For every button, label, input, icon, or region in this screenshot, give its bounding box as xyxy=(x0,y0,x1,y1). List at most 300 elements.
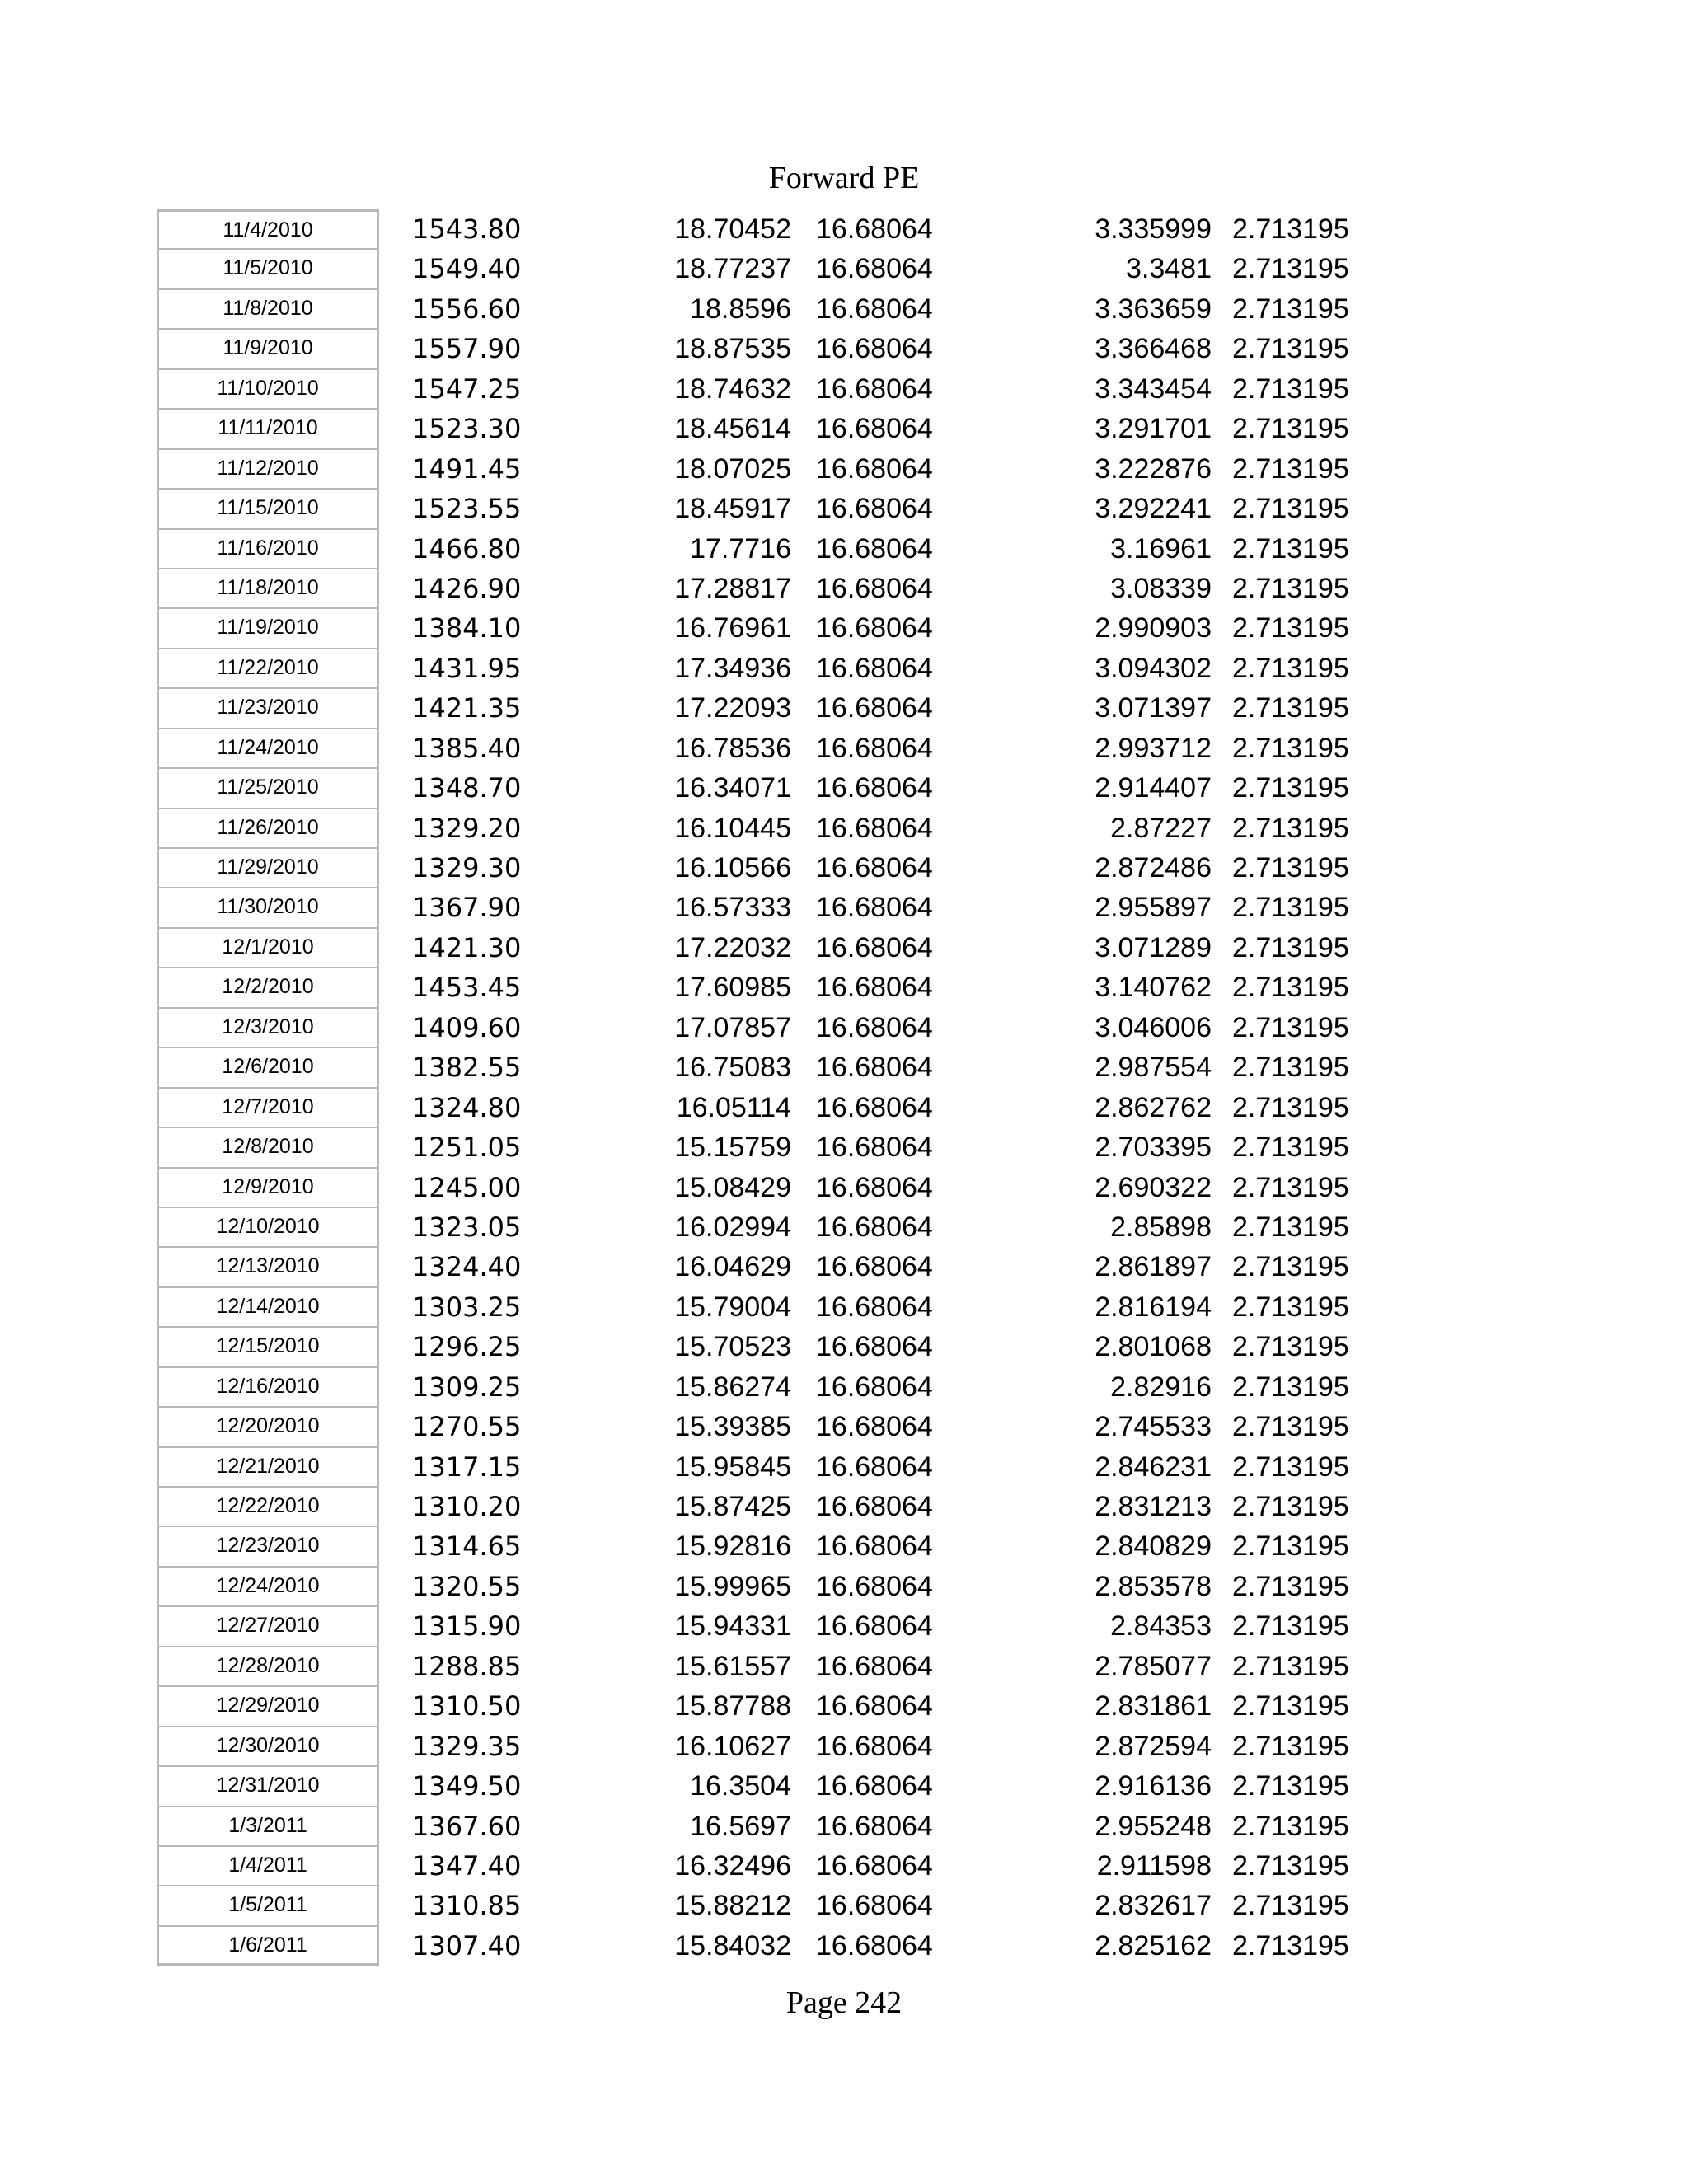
table-row xyxy=(0,1727,1688,1766)
table-row xyxy=(0,1088,1688,1127)
forward-pe-cell: 16.5697 xyxy=(690,1810,791,1842)
date-cell: 12/27/2010 xyxy=(157,1606,379,1646)
ratio-cell: 2.916136 xyxy=(1095,1770,1212,1802)
price-cell: 1329.20 xyxy=(412,812,522,844)
average-pe-cell: 16.68064 xyxy=(816,1730,933,1762)
ratio-cell: 3.16961 xyxy=(1110,532,1212,565)
average-ratio-cell: 2.713195 xyxy=(1232,1291,1349,1323)
date-cell: 12/30/2010 xyxy=(157,1727,379,1766)
date-cell: 1/4/2011 xyxy=(157,1846,379,1886)
price-cell: 1382.55 xyxy=(412,1052,522,1084)
average-pe-cell: 16.68064 xyxy=(816,1849,933,1882)
table-row xyxy=(0,968,1688,1007)
page-number: Page 242 xyxy=(785,1985,903,2020)
average-ratio-cell: 2.713195 xyxy=(1232,1690,1349,1722)
table-row xyxy=(0,1846,1688,1886)
price-cell: 1421.35 xyxy=(412,692,522,724)
forward-pe-cell: 16.04629 xyxy=(674,1251,791,1283)
forward-pe-cell: 15.92816 xyxy=(674,1530,791,1563)
date-cell: 11/5/2010 xyxy=(157,249,379,288)
forward-pe-cell: 18.70452 xyxy=(674,213,791,245)
average-pe-cell: 16.68064 xyxy=(816,1810,933,1842)
price-cell: 1329.35 xyxy=(412,1730,522,1762)
average-ratio-cell: 2.713195 xyxy=(1232,373,1349,405)
average-ratio-cell: 2.713195 xyxy=(1232,213,1349,245)
table-row xyxy=(0,209,1688,249)
table-row xyxy=(0,489,1688,528)
table-row xyxy=(0,409,1688,448)
average-ratio-cell: 2.713195 xyxy=(1232,413,1349,445)
price-cell: 1384.10 xyxy=(412,612,522,644)
forward-pe-cell: 16.02994 xyxy=(674,1211,791,1243)
forward-pe-cell: 17.34936 xyxy=(674,652,791,684)
price-cell: 1348.70 xyxy=(412,772,522,804)
average-ratio-cell: 2.713195 xyxy=(1232,692,1349,724)
date-cell: 11/30/2010 xyxy=(157,888,379,927)
ratio-cell: 2.990903 xyxy=(1095,612,1212,644)
ratio-cell: 2.785077 xyxy=(1095,1650,1212,1682)
ratio-cell: 2.745533 xyxy=(1095,1411,1212,1443)
average-pe-cell: 16.68064 xyxy=(816,493,933,525)
average-pe-cell: 16.68064 xyxy=(816,333,933,365)
forward-pe-cell: 16.34071 xyxy=(674,772,791,804)
forward-pe-cell: 17.22032 xyxy=(674,931,791,963)
ratio-cell: 2.703395 xyxy=(1095,1132,1212,1164)
date-cell: 12/7/2010 xyxy=(157,1088,379,1127)
forward-pe-cell: 18.8596 xyxy=(690,293,791,325)
ratio-cell: 3.291701 xyxy=(1095,413,1212,445)
average-pe-cell: 16.68064 xyxy=(816,812,933,844)
average-ratio-cell: 2.713195 xyxy=(1232,1890,1349,1922)
average-pe-cell: 16.68064 xyxy=(816,532,933,565)
forward-pe-cell: 16.10627 xyxy=(674,1730,791,1762)
price-cell: 1288.85 xyxy=(412,1650,522,1682)
average-pe-cell: 16.68064 xyxy=(816,1650,933,1682)
ratio-cell: 3.071397 xyxy=(1095,692,1212,724)
forward-pe-cell: 15.99965 xyxy=(674,1570,791,1602)
price-cell: 1323.05 xyxy=(412,1211,522,1243)
ratio-cell: 2.872486 xyxy=(1095,852,1212,883)
forward-pe-cell: 18.77237 xyxy=(674,253,791,285)
forward-pe-cell: 15.95845 xyxy=(674,1451,791,1483)
average-pe-cell: 16.68064 xyxy=(816,772,933,804)
table-row xyxy=(0,1526,1688,1566)
average-ratio-cell: 2.713195 xyxy=(1232,972,1349,1004)
price-cell: 1421.30 xyxy=(412,931,522,963)
average-pe-cell: 16.68064 xyxy=(816,1052,933,1084)
average-ratio-cell: 2.713195 xyxy=(1232,1570,1349,1602)
table-row xyxy=(0,649,1688,688)
forward-pe-cell: 15.79004 xyxy=(674,1291,791,1323)
table-row xyxy=(0,569,1688,608)
table-row xyxy=(0,1287,1688,1327)
forward-pe-cell: 17.07857 xyxy=(674,1011,791,1043)
average-pe-cell: 16.68064 xyxy=(816,1331,933,1363)
forward-pe-cell: 15.70523 xyxy=(674,1331,791,1363)
average-ratio-cell: 2.713195 xyxy=(1232,1810,1349,1842)
table-row xyxy=(0,1168,1688,1207)
price-cell: 1466.80 xyxy=(412,532,522,565)
date-cell: 11/24/2010 xyxy=(157,729,379,768)
average-pe-cell: 16.68064 xyxy=(816,1091,933,1123)
forward-pe-cell: 16.32496 xyxy=(674,1849,791,1882)
ratio-cell: 3.363659 xyxy=(1095,293,1212,325)
table-row xyxy=(0,369,1688,409)
ratio-cell: 2.816194 xyxy=(1095,1291,1212,1323)
forward-pe-cell: 16.10445 xyxy=(674,812,791,844)
ratio-cell: 3.08339 xyxy=(1110,572,1212,604)
ratio-cell: 2.832617 xyxy=(1095,1890,1212,1922)
table-row xyxy=(0,688,1688,728)
forward-pe-cell: 17.60985 xyxy=(674,972,791,1004)
ratio-cell: 2.801068 xyxy=(1095,1331,1212,1363)
price-cell: 1307.40 xyxy=(412,1929,522,1961)
price-cell: 1347.40 xyxy=(412,1849,522,1882)
date-cell: 12/9/2010 xyxy=(157,1168,379,1207)
average-pe-cell: 16.68064 xyxy=(816,972,933,1004)
average-pe-cell: 16.68064 xyxy=(816,253,933,285)
forward-pe-cell: 16.10566 xyxy=(674,852,791,883)
forward-pe-cell: 18.45917 xyxy=(674,493,791,525)
date-cell: 12/22/2010 xyxy=(157,1487,379,1526)
date-cell: 12/3/2010 xyxy=(157,1008,379,1047)
date-cell: 12/13/2010 xyxy=(157,1247,379,1286)
price-cell: 1296.25 xyxy=(412,1331,522,1363)
average-ratio-cell: 2.713195 xyxy=(1232,1730,1349,1762)
date-cell: 12/2/2010 xyxy=(157,968,379,1007)
table-row xyxy=(0,1207,1688,1247)
forward-pe-cell: 18.45614 xyxy=(674,413,791,445)
average-ratio-cell: 2.713195 xyxy=(1232,1610,1349,1643)
table-row xyxy=(0,1008,1688,1047)
table-row xyxy=(0,1127,1688,1167)
price-cell: 1315.90 xyxy=(412,1610,522,1643)
date-cell: 11/22/2010 xyxy=(157,649,379,688)
ratio-cell: 2.911598 xyxy=(1096,1849,1212,1882)
average-pe-cell: 16.68064 xyxy=(816,1929,933,1961)
forward-pe-cell: 18.74632 xyxy=(674,373,791,405)
forward-pe-cell: 15.61557 xyxy=(674,1650,791,1682)
average-ratio-cell: 2.713195 xyxy=(1232,1849,1349,1882)
average-ratio-cell: 2.713195 xyxy=(1232,812,1349,844)
table-row xyxy=(0,729,1688,768)
date-cell: 1/5/2011 xyxy=(157,1886,379,1925)
average-pe-cell: 16.68064 xyxy=(816,1132,933,1164)
date-cell: 12/6/2010 xyxy=(157,1047,379,1087)
price-cell: 1320.55 xyxy=(412,1570,522,1602)
average-pe-cell: 16.68064 xyxy=(816,452,933,485)
average-ratio-cell: 2.713195 xyxy=(1232,772,1349,804)
date-cell: 11/4/2010 xyxy=(157,209,379,249)
price-cell: 1303.25 xyxy=(412,1291,522,1323)
forward-pe-cell: 15.08429 xyxy=(674,1171,791,1203)
price-cell: 1453.45 xyxy=(412,972,522,1004)
table-row xyxy=(0,808,1688,848)
average-pe-cell: 16.68064 xyxy=(816,1011,933,1043)
price-cell: 1523.55 xyxy=(412,493,522,525)
table-row xyxy=(0,249,1688,288)
date-cell: 12/24/2010 xyxy=(157,1567,379,1606)
price-cell: 1549.40 xyxy=(412,253,522,285)
average-ratio-cell: 2.713195 xyxy=(1232,1171,1349,1203)
average-pe-cell: 16.68064 xyxy=(816,373,933,405)
price-cell: 1431.95 xyxy=(412,652,522,684)
ratio-cell: 3.366468 xyxy=(1095,333,1212,365)
table-row xyxy=(0,768,1688,808)
ratio-cell: 3.292241 xyxy=(1095,493,1212,525)
average-ratio-cell: 2.713195 xyxy=(1232,253,1349,285)
date-cell: 11/18/2010 xyxy=(157,569,379,608)
ratio-cell: 3.094302 xyxy=(1095,652,1212,684)
average-pe-cell: 16.68064 xyxy=(816,931,933,963)
price-cell: 1523.30 xyxy=(412,413,522,445)
average-pe-cell: 16.68064 xyxy=(816,1570,933,1602)
average-pe-cell: 16.68064 xyxy=(816,1890,933,1922)
average-pe-cell: 16.68064 xyxy=(816,1770,933,1802)
date-cell: 12/21/2010 xyxy=(157,1447,379,1487)
table-row xyxy=(0,1766,1688,1806)
table-row xyxy=(0,1447,1688,1487)
table-row xyxy=(0,928,1688,968)
date-cell: 11/26/2010 xyxy=(157,808,379,848)
ratio-cell: 3.335999 xyxy=(1095,213,1212,245)
data-table xyxy=(0,209,1688,1966)
average-ratio-cell: 2.713195 xyxy=(1232,1491,1349,1522)
average-pe-cell: 16.68064 xyxy=(816,1211,933,1243)
average-ratio-cell: 2.713195 xyxy=(1232,532,1349,565)
average-pe-cell: 16.68064 xyxy=(816,1411,933,1443)
date-cell: 11/23/2010 xyxy=(157,688,379,728)
date-cell: 12/10/2010 xyxy=(157,1207,379,1247)
price-cell: 1543.80 xyxy=(412,213,522,245)
price-cell: 1310.85 xyxy=(412,1890,522,1922)
date-cell: 11/16/2010 xyxy=(157,529,379,569)
table-row xyxy=(0,329,1688,368)
date-cell: 12/31/2010 xyxy=(157,1766,379,1806)
price-cell: 1367.90 xyxy=(412,892,522,924)
date-cell: 11/25/2010 xyxy=(157,768,379,808)
ratio-cell: 3.046006 xyxy=(1095,1011,1212,1043)
ratio-cell: 3.3481 xyxy=(1126,253,1212,285)
price-cell: 1314.65 xyxy=(412,1530,522,1563)
table-row xyxy=(0,848,1688,888)
table-row xyxy=(0,1886,1688,1925)
ratio-cell: 2.861897 xyxy=(1095,1251,1212,1283)
forward-pe-cell: 17.28817 xyxy=(674,572,791,604)
date-cell: 1/3/2011 xyxy=(157,1807,379,1846)
average-ratio-cell: 2.713195 xyxy=(1232,1929,1349,1961)
average-ratio-cell: 2.713195 xyxy=(1232,892,1349,924)
ratio-cell: 2.987554 xyxy=(1095,1052,1212,1084)
average-pe-cell: 16.68064 xyxy=(816,1530,933,1563)
table-row xyxy=(0,1407,1688,1446)
forward-pe-cell: 16.78536 xyxy=(674,732,791,764)
table-row xyxy=(0,1567,1688,1606)
average-pe-cell: 16.68064 xyxy=(816,413,933,445)
price-cell: 1426.90 xyxy=(412,572,522,604)
price-cell: 1324.40 xyxy=(412,1251,522,1283)
price-cell: 1310.20 xyxy=(412,1491,522,1522)
price-cell: 1556.60 xyxy=(412,293,522,325)
forward-pe-cell: 15.87788 xyxy=(674,1690,791,1722)
average-pe-cell: 16.68064 xyxy=(816,1690,933,1722)
forward-pe-cell: 16.05114 xyxy=(676,1091,791,1123)
table-row xyxy=(0,1247,1688,1286)
table-row xyxy=(0,888,1688,927)
average-ratio-cell: 2.713195 xyxy=(1232,1530,1349,1563)
average-pe-cell: 16.68064 xyxy=(816,1291,933,1323)
table-row xyxy=(0,529,1688,569)
ratio-cell: 2.87227 xyxy=(1110,812,1212,844)
table-row xyxy=(0,449,1688,489)
ratio-cell: 2.82916 xyxy=(1110,1371,1212,1403)
date-cell: 11/15/2010 xyxy=(157,489,379,528)
average-pe-cell: 16.68064 xyxy=(816,852,933,883)
forward-pe-cell: 17.22093 xyxy=(674,692,791,724)
average-ratio-cell: 2.713195 xyxy=(1232,1091,1349,1123)
forward-pe-cell: 15.87425 xyxy=(674,1491,791,1522)
average-pe-cell: 16.68064 xyxy=(816,892,933,924)
price-cell: 1310.50 xyxy=(412,1690,522,1722)
forward-pe-cell: 15.94331 xyxy=(674,1610,791,1643)
forward-pe-cell: 15.15759 xyxy=(674,1132,791,1164)
ratio-cell: 2.825162 xyxy=(1095,1929,1212,1961)
average-ratio-cell: 2.713195 xyxy=(1232,1371,1349,1403)
forward-pe-cell: 16.57333 xyxy=(674,892,791,924)
ratio-cell: 3.071289 xyxy=(1095,931,1212,963)
ratio-cell: 2.840829 xyxy=(1095,1530,1212,1563)
table-row xyxy=(0,289,1688,329)
date-cell: 12/23/2010 xyxy=(157,1526,379,1566)
table-row xyxy=(0,1327,1688,1366)
table-row xyxy=(0,1047,1688,1087)
average-pe-cell: 16.68064 xyxy=(816,1171,933,1203)
price-cell: 1409.60 xyxy=(412,1011,522,1043)
average-pe-cell: 16.68064 xyxy=(816,1491,933,1522)
average-ratio-cell: 2.713195 xyxy=(1232,1251,1349,1283)
ratio-cell: 3.140762 xyxy=(1095,972,1212,1004)
date-cell: 12/1/2010 xyxy=(157,928,379,968)
forward-pe-cell: 15.39385 xyxy=(674,1411,791,1443)
average-ratio-cell: 2.713195 xyxy=(1232,572,1349,604)
table-row xyxy=(0,1926,1688,1966)
forward-pe-cell: 16.3504 xyxy=(690,1770,791,1802)
date-cell: 11/9/2010 xyxy=(157,329,379,368)
average-pe-cell: 16.68064 xyxy=(816,293,933,325)
average-pe-cell: 16.68064 xyxy=(816,732,933,764)
table-row xyxy=(0,1686,1688,1726)
date-cell: 12/20/2010 xyxy=(157,1407,379,1446)
ratio-cell: 2.993712 xyxy=(1095,732,1212,764)
table-row xyxy=(0,608,1688,648)
average-pe-cell: 16.68064 xyxy=(816,1451,933,1483)
average-ratio-cell: 2.713195 xyxy=(1232,1770,1349,1802)
date-cell: 12/16/2010 xyxy=(157,1367,379,1407)
price-cell: 1367.60 xyxy=(412,1810,522,1842)
average-pe-cell: 16.68064 xyxy=(816,1371,933,1403)
average-ratio-cell: 2.713195 xyxy=(1232,1132,1349,1164)
average-pe-cell: 16.68064 xyxy=(816,213,933,245)
average-ratio-cell: 2.713195 xyxy=(1232,931,1349,963)
price-cell: 1309.25 xyxy=(412,1371,522,1403)
ratio-cell: 2.914407 xyxy=(1095,772,1212,804)
table-row xyxy=(0,1606,1688,1646)
ratio-cell: 2.955897 xyxy=(1095,892,1212,924)
average-ratio-cell: 2.713195 xyxy=(1232,1411,1349,1443)
date-cell: 12/14/2010 xyxy=(157,1287,379,1327)
date-cell: 11/8/2010 xyxy=(157,289,379,329)
table-row xyxy=(0,1807,1688,1846)
date-cell: 12/29/2010 xyxy=(157,1686,379,1726)
ratio-cell: 3.343454 xyxy=(1095,373,1212,405)
forward-pe-cell: 16.75083 xyxy=(674,1052,791,1084)
date-cell: 12/28/2010 xyxy=(157,1647,379,1686)
date-cell: 12/8/2010 xyxy=(157,1127,379,1167)
average-ratio-cell: 2.713195 xyxy=(1232,1011,1349,1043)
date-cell: 11/12/2010 xyxy=(157,449,379,489)
ratio-cell: 2.85898 xyxy=(1110,1211,1212,1243)
ratio-cell: 2.853578 xyxy=(1095,1570,1212,1602)
date-cell: 11/11/2010 xyxy=(157,409,379,448)
average-ratio-cell: 2.713195 xyxy=(1232,852,1349,883)
date-cell: 11/29/2010 xyxy=(157,848,379,888)
forward-pe-cell: 15.84032 xyxy=(674,1929,791,1961)
ratio-cell: 2.831861 xyxy=(1095,1690,1212,1722)
price-cell: 1245.00 xyxy=(412,1171,522,1203)
average-ratio-cell: 2.713195 xyxy=(1232,612,1349,644)
average-ratio-cell: 2.713195 xyxy=(1232,652,1349,684)
price-cell: 1349.50 xyxy=(412,1770,522,1802)
table-row xyxy=(0,1487,1688,1526)
forward-pe-cell: 15.86274 xyxy=(674,1371,791,1403)
price-cell: 1317.15 xyxy=(412,1451,522,1483)
ratio-cell: 2.84353 xyxy=(1110,1610,1212,1643)
ratio-cell: 2.846231 xyxy=(1095,1451,1212,1483)
date-cell: 1/6/2011 xyxy=(157,1926,379,1966)
price-cell: 1385.40 xyxy=(412,732,522,764)
forward-pe-cell: 18.87535 xyxy=(674,333,791,365)
price-cell: 1324.80 xyxy=(412,1091,522,1123)
average-ratio-cell: 2.713195 xyxy=(1232,1451,1349,1483)
average-pe-cell: 16.68064 xyxy=(816,652,933,684)
average-ratio-cell: 2.713195 xyxy=(1232,732,1349,764)
average-ratio-cell: 2.713195 xyxy=(1232,1331,1349,1363)
average-ratio-cell: 2.713195 xyxy=(1232,293,1349,325)
forward-pe-cell: 15.88212 xyxy=(674,1890,791,1922)
price-cell: 1557.90 xyxy=(412,333,522,365)
average-ratio-cell: 2.713195 xyxy=(1232,1052,1349,1084)
forward-pe-cell: 16.76961 xyxy=(674,612,791,644)
ratio-cell: 2.872594 xyxy=(1095,1730,1212,1762)
ratio-cell: 2.690322 xyxy=(1095,1171,1212,1203)
average-ratio-cell: 2.713195 xyxy=(1232,493,1349,525)
price-cell: 1251.05 xyxy=(412,1132,522,1164)
average-ratio-cell: 2.713195 xyxy=(1232,1211,1349,1243)
average-pe-cell: 16.68064 xyxy=(816,692,933,724)
average-pe-cell: 16.68064 xyxy=(816,612,933,644)
ratio-cell: 3.222876 xyxy=(1095,452,1212,485)
average-ratio-cell: 2.713195 xyxy=(1232,1650,1349,1682)
ratio-cell: 2.862762 xyxy=(1095,1091,1212,1123)
average-pe-cell: 16.68064 xyxy=(816,1610,933,1643)
date-cell: 11/19/2010 xyxy=(157,608,379,648)
average-ratio-cell: 2.713195 xyxy=(1232,333,1349,365)
average-pe-cell: 16.68064 xyxy=(816,1251,933,1283)
price-cell: 1329.30 xyxy=(412,852,522,883)
date-cell: 12/15/2010 xyxy=(157,1327,379,1366)
date-cell: 11/10/2010 xyxy=(157,369,379,409)
average-ratio-cell: 2.713195 xyxy=(1232,452,1349,485)
